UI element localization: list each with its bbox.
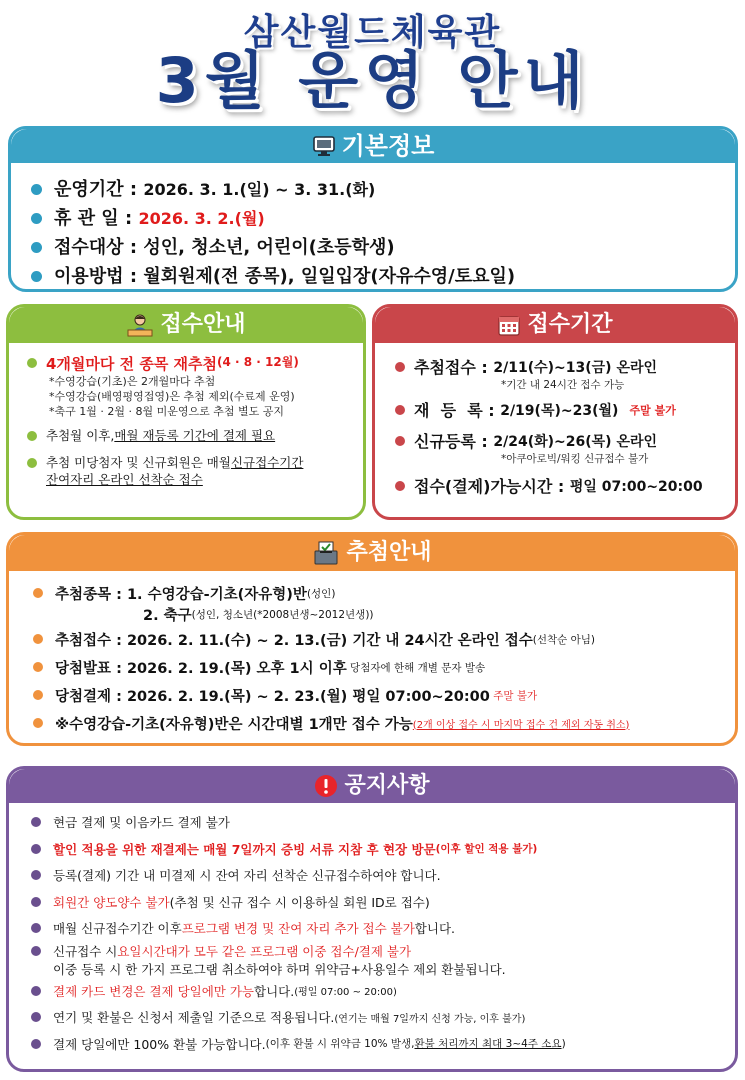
lottery-limit-text: ※수영강습-기초(자유형)반은 시간대별 1개만 접수 가능 [55, 716, 413, 733]
notice-red-text: 결제 카드 변경은 결제 당일에만 가능 [53, 983, 254, 999]
period-label: 추첨접수 : [414, 358, 488, 377]
period-row-lottery [395, 355, 729, 378]
notice-text: 신규접수 시 [53, 943, 118, 959]
lottery-item-1: 1. 수영강습-기초(자유형)반 [126, 586, 307, 603]
notice-item-6 [31, 942, 729, 978]
period-label: 신규등록 : [414, 432, 488, 451]
lottery-title: 추첨안내 [346, 540, 432, 565]
period-value: 평일 07:00~20:00 [569, 478, 703, 495]
bullet-icon [31, 242, 42, 253]
info-row-closed [31, 204, 735, 233]
notice-text: 등록(결제) 기간 내 미결제 시 잔여 자리 선착순 신규접수하여야 합니다. [53, 868, 441, 884]
notice-red-text: 회원간 양도양수 불가 [53, 894, 170, 910]
reception-item-reregister [27, 426, 355, 444]
calendar-icon [497, 314, 521, 336]
reception-item-new [27, 453, 355, 471]
lottery-row-apply [33, 625, 729, 653]
notice-text: 매월 신규접수기간 이후 [53, 921, 182, 937]
lottery-row-items-2 [33, 603, 729, 625]
lottery-label: 추첨접수 : [55, 632, 122, 649]
info-row-period [31, 175, 735, 204]
bullet-icon [31, 923, 41, 933]
notice-small: ) [561, 1037, 566, 1050]
exclamation-icon [314, 774, 338, 798]
lottery-label: 당첨발표 : [55, 660, 122, 677]
reregister-text: 추첨월 이후, [46, 428, 115, 443]
bullet-icon [31, 271, 42, 282]
bullet-icon [33, 690, 43, 700]
period-value: 2/11(수)~13(금) 온라인 [493, 359, 658, 376]
bullet-icon [33, 718, 43, 728]
lottery-row-payment [33, 681, 729, 709]
notice-small: (이후 환불 시 위약금 10% 발생, [265, 1038, 415, 1051]
lottery-note: (선착순 아님) [532, 633, 596, 646]
basic-info-title: 기본정보 [341, 132, 435, 160]
lottery-limit-note: (2개 이상 접수 시 마지막 접수 건 제외 자동 취소) [412, 719, 630, 731]
period-panel [372, 304, 738, 520]
page-title: 3월 운영 안내 [155, 44, 590, 117]
notice-item-8 [31, 1004, 729, 1031]
notice-text-line2: 이중 등록 시 한 가지 프로그램 취소하여야 하며 위약금+사용일수 제외 환불됩니다. [53, 961, 506, 977]
reception-item-redraw [27, 353, 355, 374]
notice-item-4 [31, 889, 729, 916]
info-value: 성인, 청소년, 어린이(초등학생) [143, 237, 395, 258]
notice-title: 공지사항 [344, 773, 430, 798]
period-note-lottery: *기간 내 24시간 접수 가능 [501, 379, 625, 391]
reception-title: 접수안내 [160, 312, 246, 337]
basic-info-body [11, 167, 735, 289]
reception-panel [6, 304, 366, 520]
period-row-hours [395, 474, 729, 497]
redraw-months: (4 · 8 · 12월) [217, 355, 299, 369]
notice-text: 현금 결제 및 이음카드 결제 불가 [53, 815, 230, 831]
lottery-item-2-target: (성인, 청소년(*2008년생~2012년생)) [191, 608, 374, 621]
bullet-icon [31, 213, 42, 224]
bullet-icon [27, 431, 37, 441]
notice-header [9, 769, 735, 803]
lottery-value: 2026. 2. 19.(목) ~ 2. 23.(월) 평일 07:00~20:00 [126, 688, 490, 705]
info-value: 2026. 3. 2.(월) [138, 209, 265, 228]
period-label: 재 등 록 : [414, 401, 495, 420]
notice-small: (연기는 매월 7일까지 신청 가능, 이후 불가) [334, 1013, 526, 1025]
period-note-new: *아쿠아로빅/워킹 신규접수 불가 [501, 453, 649, 465]
notice-text: 연기 및 환불은 신청서 제출일 기준으로 적용됩니다. [53, 1010, 335, 1026]
notice-text: (추첨 및 신규 접수 시 이용하실 회원 ID로 접수) [169, 894, 430, 910]
period-value: 2/19(목)~23(월) [500, 402, 619, 419]
notice-underlined: 환불 처리까지 최대 3~4주 소요 [414, 1038, 562, 1051]
bullet-icon [31, 1012, 41, 1022]
lottery-value: 2026. 2. 19.(목) 오후 1시 이후 [126, 660, 347, 677]
receptionist-icon [126, 313, 154, 337]
bullet-icon [31, 1039, 41, 1049]
new-member-underlined: 신규접수기간 [230, 455, 304, 470]
reception-sub-1: *수영강습(기초)은 2개월마다 추첨 [49, 375, 216, 388]
bullet-icon [33, 662, 43, 672]
bullet-icon [33, 588, 43, 598]
period-value: 2/24(화)~26(목) 온라인 [493, 433, 658, 450]
weekend-tag: 주말 불가 [629, 403, 676, 417]
info-row-method [31, 262, 735, 291]
reregister-underlined: 매월 재등록 기간에 결제 필요 [114, 428, 276, 443]
notice-text: 결제 당일에만 100% 환불 가능합니다. [53, 1036, 266, 1052]
bullet-icon [31, 844, 41, 854]
weekend-tag: 주말 불가 [489, 689, 538, 702]
notice-red-text: 할인 적용을 위한 재결제는 매월 7일까지 증빙 서류 지참 후 현장 방문 [53, 841, 436, 857]
lottery-label: 당첨결제 : [55, 688, 122, 705]
basic-info-header [11, 129, 735, 163]
new-member-text: 추첨 미당첨자 및 신규회원은 매월 [46, 455, 231, 470]
reception-sub-2: *수영강습(배영평영접영)은 추첨 제외(수료제 운영) [49, 390, 295, 403]
notice-small: (이후 할인 적용 불가) [435, 843, 538, 856]
notice-red-text: 요일시간대가 모두 같은 프로그램 이중 접수/결제 불가 [117, 943, 412, 959]
info-label: 휴 관 일 : [54, 208, 133, 229]
monitor-icon [312, 135, 336, 157]
notice-body [9, 807, 735, 1069]
bullet-icon [395, 436, 405, 446]
lottery-body [9, 575, 735, 743]
reception-header [9, 307, 363, 343]
bullet-icon [395, 481, 405, 491]
period-body [375, 347, 735, 517]
info-row-target [31, 233, 735, 262]
lottery-item-2: 2. 축구 [143, 607, 192, 624]
notice-item-5 [31, 915, 729, 942]
lottery-label: 추첨종목 : [55, 586, 122, 603]
notice-small: (평일 07:00 ~ 20:00) [294, 987, 397, 999]
info-value: 2026. 3. 1.(일) ~ 3. 31.(화) [143, 180, 376, 199]
bullet-icon [31, 817, 41, 827]
period-row-reregister [395, 398, 729, 421]
period-title: 접수기간 [527, 312, 613, 337]
bullet-icon [31, 184, 42, 195]
lottery-value: 2026. 2. 11.(수) ~ 2. 13.(금) 기간 내 24시간 온라인 접수 [126, 632, 533, 649]
basic-info-panel [8, 126, 738, 292]
notice-item-9 [31, 1031, 729, 1058]
period-row-new [395, 429, 729, 452]
bullet-icon [31, 870, 41, 880]
period-label: 접수(결제)가능시간 : [414, 477, 565, 496]
ballot-box-icon [312, 541, 340, 565]
new-member-line2: 잔여자리 온라인 선착순 접수 [46, 472, 203, 487]
lottery-item-1-target: (성인) [306, 587, 336, 600]
title-line1: 삼산월드체육관 [243, 12, 502, 53]
lottery-note: 당첨자에 한해 개별 문자 발송 [346, 661, 486, 674]
redraw-headline: 4개월마다 전 종목 재추첨 [46, 355, 218, 373]
bullet-icon [31, 946, 41, 956]
info-label: 운영기간 : [54, 179, 138, 200]
notice-item-7 [31, 978, 729, 1005]
notice-item-2 [31, 836, 729, 863]
lottery-row-announce [33, 653, 729, 681]
bullet-icon [27, 458, 37, 468]
bullet-icon [31, 986, 41, 996]
notice-text: 합니다. [254, 983, 295, 999]
notice-red-text: 프로그램 변경 및 잔여 자리 추가 접수 불가 [181, 921, 415, 937]
notice-item-3 [31, 862, 729, 889]
info-label: 이용방법 : [54, 266, 138, 287]
bullet-icon [395, 405, 405, 415]
notice-panel [6, 766, 738, 1072]
bullet-icon [27, 358, 37, 368]
bullet-icon [395, 362, 405, 372]
notice-text: 합니다. [414, 921, 455, 937]
lottery-header [9, 535, 735, 571]
bullet-icon [33, 634, 43, 644]
bullet-icon [31, 897, 41, 907]
lottery-panel [6, 532, 738, 746]
reception-body [9, 347, 363, 517]
info-label: 접수대상 : [54, 237, 138, 258]
reception-sub-3: *축구 1월 · 2월 · 8월 미운영으로 추첨 별도 공지 [49, 405, 284, 418]
notice-item-1 [31, 809, 729, 836]
reception-item-new-line2 [27, 471, 355, 489]
info-value: 월회원제(전 종목), 일일입장(자유수영/토요일) [143, 266, 516, 287]
period-header [375, 307, 735, 343]
lottery-row-limit [33, 709, 729, 737]
